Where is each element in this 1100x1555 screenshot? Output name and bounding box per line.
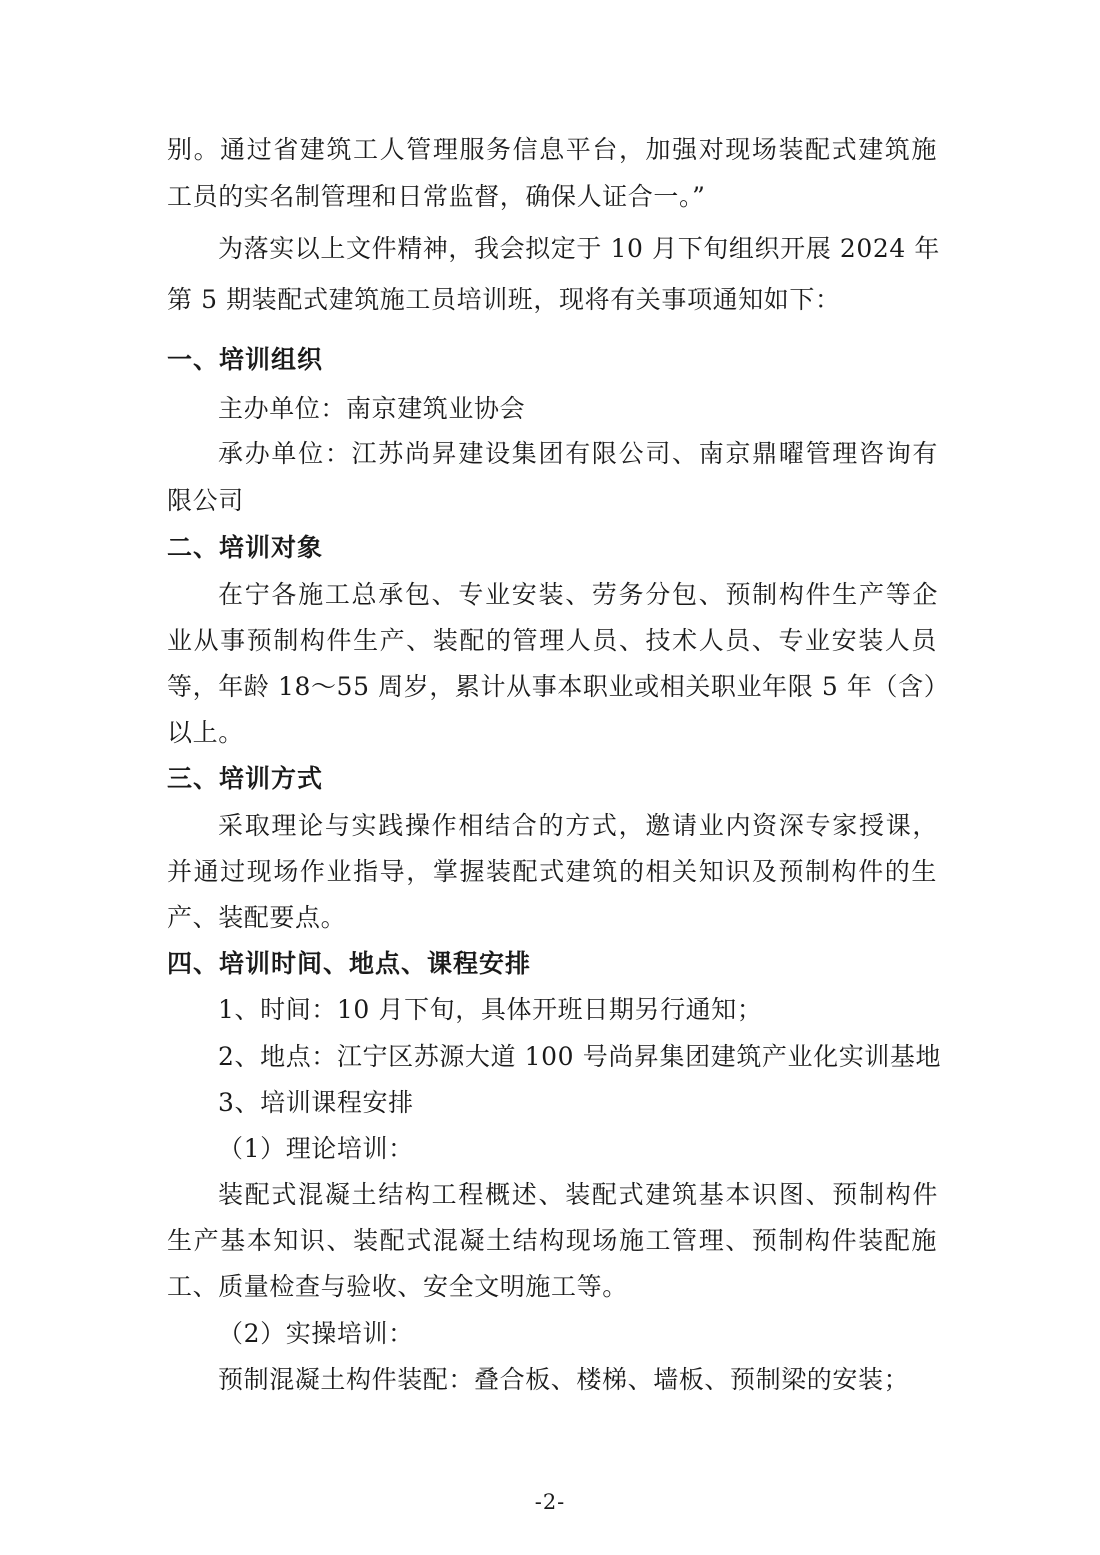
paragraph-line: 限公司 <box>167 486 244 515</box>
paragraph-line: 等，年龄 18～55 周岁，累计从事本职业或相关职业年限 5 年（含） <box>167 672 950 701</box>
paragraph-line: 别。通过省建筑工人管理服务信息平台，加强对现场装配式建筑施 <box>167 135 937 164</box>
paragraph-line: 装配式混凝土结构工程概述、装配式建筑基本识图、预制构件 <box>218 1180 938 1209</box>
section-heading-organization: 一、培训组织 <box>167 345 324 374</box>
paragraph-line: 预制混凝土构件装配：叠合板、楼梯、墙板、预制梁的安装； <box>218 1365 910 1394</box>
paragraph-line: 1、时间：10 月下旬，具体开班日期另行通知； <box>218 995 763 1024</box>
paragraph-line: 以上。 <box>167 718 244 747</box>
paragraph-line: 工员的实名制管理和日常监督，确保人证合一。” <box>167 182 706 211</box>
paragraph-line: 承办单位：江苏尚昇建设集团有限公司、南京鼎曜管理咨询有 <box>218 439 938 468</box>
paragraph-line: 工、质量检查与验收、安全文明施工等。 <box>167 1272 628 1301</box>
paragraph-line: （1）理论培训： <box>218 1134 414 1163</box>
section-heading-schedule: 四、培训时间、地点、课程安排 <box>167 949 532 978</box>
paragraph-line: 2、地点：江宁区苏源大道 100 号尚昇集团建筑产业化实训基地 <box>218 1042 942 1071</box>
paragraph-line: 为落实以上文件精神，我会拟定于 10 月下旬组织开展 2024 年 <box>218 234 941 263</box>
page-number: -2- <box>534 1490 566 1514</box>
paragraph-line: 主办单位：南京建筑业协会 <box>218 394 526 423</box>
paragraph-line: 并通过现场作业指导，掌握装配式建筑的相关知识及预制构件的生 <box>167 857 937 886</box>
paragraph-line: 生产基本知识、装配式混凝土结构现场施工管理、预制构件装配施 <box>167 1226 937 1255</box>
paragraph-line: 产、装配要点。 <box>167 903 347 932</box>
paragraph-line: 第 5 期装配式建筑施工员培训班，现将有关事项通知如下： <box>167 285 841 314</box>
paragraph-line: 采取理论与实践操作相结合的方式，邀请业内资深专家授课， <box>218 811 938 840</box>
paragraph-line: 在宁各施工总承包、专业安装、劳务分包、预制构件生产等企 <box>218 580 938 609</box>
section-heading-targets: 二、培训对象 <box>167 533 324 562</box>
paragraph-line: 3、培训课程安排 <box>218 1088 414 1117</box>
paragraph-line: 业从事预制构件生产、装配的管理人员、技术人员、专业安装人员 <box>167 626 937 655</box>
section-heading-method: 三、培训方式 <box>167 764 324 793</box>
paragraph-line: （2）实操培训： <box>218 1319 414 1348</box>
